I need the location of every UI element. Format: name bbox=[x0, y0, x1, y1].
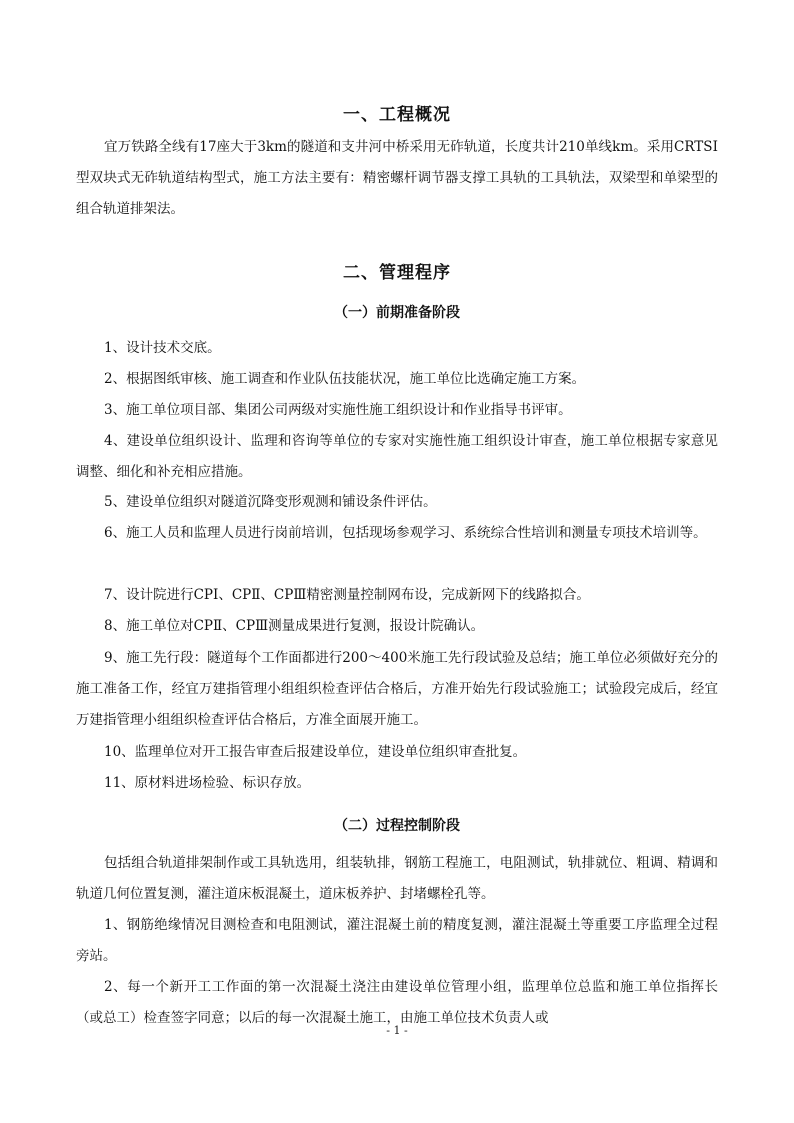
list-item: 1、设计技术交底。 bbox=[104, 340, 221, 356]
list-item: 5、建设单位组织对隧道沉降变形观测和铺设条件评估。 bbox=[104, 494, 437, 510]
list-item: 9、施工先行段：隧道每个工作面都进行200～400米施工先行段试验及总结；施工单位必须做好充分的施工准备工作，经宜万建指管理小组组织检查评估合格后，方准开始先行段试验施工；试验段完成后，经宜万建指管理小组组织检查评估合格后，方准全面展开施工。 bbox=[76, 650, 718, 728]
list-item: 6、施工人员和监理人员进行岗前培训，包括现场参观学习、系统综合性培训和测量专项技术培训等。 bbox=[104, 525, 707, 541]
list-item: 8、施工单位对CPⅡ、CPⅢ测量成果进行复测，报设计院确认。 bbox=[104, 618, 485, 634]
list-item: 3、施工单位项目部、集团公司两级对实施性施工组织设计和作业指导书评审。 bbox=[104, 402, 572, 418]
list-item: 4、建设单位组织设计、监理和咨询等单位的专家对实施性施工组织设计审查，施工单位根据专家意见调整、细化和补充相应措施。 bbox=[76, 433, 718, 480]
list-item: 1、钢筋绝缘情况目测检查和电阻测试，灌注混凝土前的精度复测，灌注混凝土等重要工序监理全过程旁站。 bbox=[76, 917, 718, 964]
subsection1-heading: （一）前期准备阶段 bbox=[334, 305, 460, 321]
subsection2-heading: （二）过程控制阶段 bbox=[334, 818, 460, 834]
list-item: 7、设计院进行CPⅠ、CPⅡ、CPⅢ精密测量控制网布设，完成新网下的线路拟合。 bbox=[104, 587, 590, 603]
subsection2-intro: 包括组合轨道排架制作或工具轨选用，组装轨排，钢筋工程施工，电阻测试，轨排就位、粗调、精调和轨道几何位置复测，灌注道床板混凝土，道床板养护、封堵螺栓孔等。 bbox=[76, 855, 718, 902]
list-item: 10、监理单位对开工报告审查后报建设单位，建设单位组织审查批复。 bbox=[104, 744, 527, 760]
page-number: - 1 - bbox=[386, 1024, 408, 1037]
list-item: 11、原材料进场检验、标识存放。 bbox=[104, 775, 311, 791]
section2-heading: 二、管理程序 bbox=[343, 263, 451, 283]
list-item: 2、根据图纸审核、施工调查和作业队伍技能状况，施工单位比选确定施工方案。 bbox=[104, 371, 586, 387]
section1-paragraph: 宜万铁路全线有17座大于3km的隧道和支井河中桥采用无砟轨道，长度共计210单线km。采用CRTSⅠ型双块式无砟轨道结构型式，施工方法主要有：精密螺杆调节器支撑工具轨的工具轨法，双梁型和单梁型的组合轨道排架法。 bbox=[76, 139, 718, 217]
list-item: 2、每一个新开工工作面的第一次混凝土浇注由建设单位管理小组，监理单位总监和施工单位指挥长（或总工）检查签字同意；以后的每一次混凝土施工，由施工单位技术负责人或 bbox=[76, 979, 718, 1026]
section1-heading: 一、工程概况 bbox=[343, 105, 451, 125]
